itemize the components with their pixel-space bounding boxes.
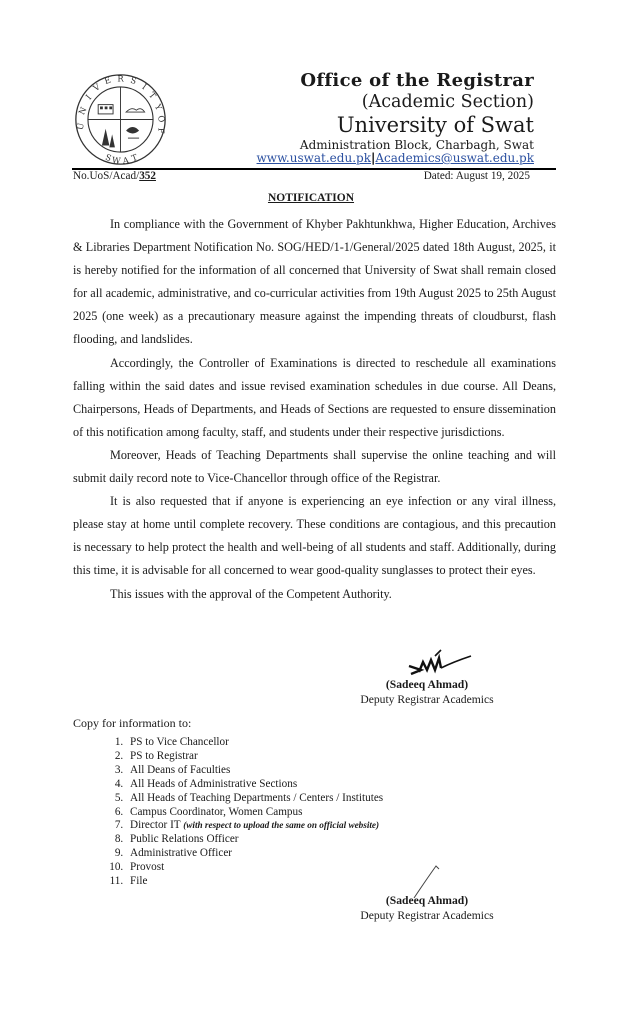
svg-text:A: A <box>121 154 130 166</box>
svg-text:I: I <box>83 92 94 102</box>
paragraph: This issues with the approval of the Competent Authority. <box>110 586 392 601</box>
svg-text:V: V <box>91 81 102 94</box>
list-item: 11. File <box>126 875 383 889</box>
list-item: 2. PS to Registrar <box>126 750 383 764</box>
svg-text:S: S <box>129 74 138 87</box>
svg-text:S: S <box>104 151 113 164</box>
list-item: 10. Provost <box>126 861 383 875</box>
list-item: 9. Administrative Officer <box>126 847 383 861</box>
svg-text:T: T <box>130 151 139 164</box>
signatory-name-2: (Sadeeq Ahmad) <box>385 894 469 907</box>
paragraph: It is also requested that if anyone is experiencing an eye infection or any viral illness, please stay at home until complete recovery. These conditions are contagious, and this precaution is necessary to help protect the health and well-being of all students and staff. Additionally, during this time, it is advisable for all concerned to wear good-quality sunglasses to protect their eyes. <box>73 494 556 578</box>
signatory-designation-2: Deputy Registrar Academics <box>360 909 494 922</box>
svg-text:Y: Y <box>152 102 165 112</box>
svg-text:R: R <box>117 73 124 84</box>
date-line: Dated: August 19, 2025 <box>423 170 530 182</box>
svg-text:U: U <box>74 122 86 131</box>
svg-text:W: W <box>111 154 122 166</box>
contact-links <box>257 151 534 165</box>
list-item-note: (with respect to upload the same on official website) <box>183 820 380 831</box>
paragraph: In compliance with the Government of Khyber Pakhtunkhwa, Higher Education, Archives & Libraries Department Notification No. SOG/HED/1-1/General/2025 dated 18th August, 2025, it is hereby notified for the information of all concerned that University of Swat shall remain closed for all academic, administrative, and co-curricular activities from 19th August 2025 to 25th August 2025 (one week) as a precautionary measure against the impending threats of cloudburst, flash flooding, and landslides. <box>73 217 556 347</box>
copy-list <box>90 736 383 889</box>
list-item: 7. Director IT (with respect to upload the same on official website) <box>126 819 383 833</box>
section-title: (Academic Section) <box>361 92 534 112</box>
svg-text:F: F <box>156 127 167 134</box>
website-link[interactable]: www.uswat.edu.pk <box>256 151 371 165</box>
signatory-name: (Sadeeq Ahmad) <box>385 678 469 691</box>
list-item: 5. All Heads of Teaching Departments / Centers / Institutes <box>126 792 383 806</box>
svg-text:I: I <box>140 81 149 92</box>
signature-block-2 <box>342 893 512 923</box>
list-item: 4. All Heads of Administrative Sections <box>126 778 383 792</box>
list-item: 6. Campus Coordinator, Women Campus <box>126 806 383 820</box>
signatory-designation: Deputy Registrar Academics <box>360 693 494 706</box>
paragraph: Moreover, Heads of Teaching Departments shall supervise the online teaching and will submit daily record note to Vice-Chancellor through office of the Registrar. <box>73 447 556 486</box>
list-item: 8. Public Relations Officer <box>126 833 383 847</box>
university-name: University of Swat <box>336 113 534 137</box>
svg-text:T: T <box>146 89 159 101</box>
svg-text:N: N <box>76 105 89 117</box>
address: Administration Block, Charbagh, Swat <box>299 138 534 152</box>
list-item: 1. PS to Vice Chancellor <box>126 736 383 750</box>
svg-text:O: O <box>155 114 167 124</box>
reference-number <box>73 170 156 182</box>
signature-scribble <box>405 648 475 678</box>
office-title: Office of the Registrar <box>300 70 534 91</box>
copy-heading: Copy for information to: <box>73 716 192 730</box>
university-seal-logo <box>74 73 167 166</box>
reference-prefix: No.UoS/Acad/ <box>73 170 140 182</box>
reference-serial: 352 <box>139 170 156 182</box>
signature-block <box>342 677 512 707</box>
svg-text:E: E <box>103 74 112 87</box>
paragraph: Accordingly, the Controller of Examinations is directed to reschedule all examinations falling within the said dates and issue revised examination schedules in due course. All Deans, Chairpersons, Heads of Departments, and Heads of Sections are requested to ensure dissemination of this notification among faculty, staff, and students under their respective jurisdictions. <box>73 355 556 439</box>
link-separator: | <box>370 151 376 165</box>
email-link[interactable]: Academics@uswat.edu.pk <box>375 151 534 165</box>
list-item: 3. All Deans of Faculties <box>126 764 383 778</box>
notification-title: NOTIFICATION <box>267 192 355 204</box>
notification-body <box>73 213 556 606</box>
